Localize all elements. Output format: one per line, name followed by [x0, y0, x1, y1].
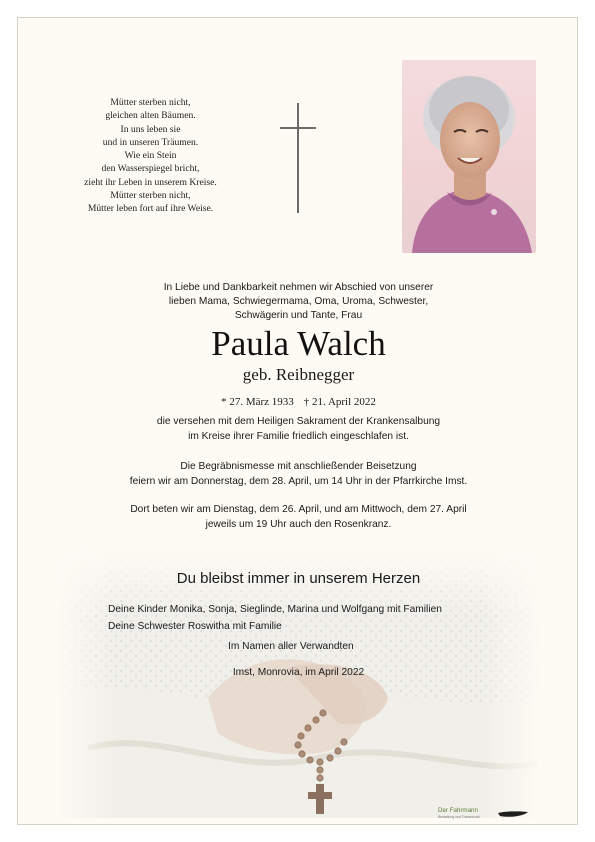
logo-name: Der Fahrmann — [438, 807, 478, 814]
portrait-photo — [402, 60, 536, 253]
poem-line: und in unseren Träumen. — [102, 136, 199, 148]
deceased-name: Paula Walch — [211, 324, 386, 363]
paragraph-line: die versehen mit dem Heiligen Sakrament der Krankensalbung — [156, 416, 441, 427]
funeral-home-logo — [438, 807, 480, 821]
poem — [58, 96, 243, 216]
poem-line: Wie ein Stein — [124, 150, 177, 162]
death-date: † 21. April 2022 — [303, 396, 376, 408]
paragraph-line: Die Begräbnismesse mit anschließender Beisetzung — [180, 461, 417, 472]
funeral-paragraph — [18, 460, 578, 489]
intro-line: Schwägerin und Tante, Frau — [234, 310, 363, 322]
poem-line: Mütter sterben nicht, — [110, 190, 191, 202]
place-date: Imst, Monrovia, im April 2022 — [232, 667, 365, 678]
portrait-illustration — [402, 60, 536, 253]
poem-line: den Wasserspiegel bricht, — [101, 163, 200, 175]
mourner-relatives: Im Namen aller Verwandten — [228, 641, 354, 652]
passing-paragraph — [18, 415, 578, 444]
birth-date: * 27. März 1933 — [221, 396, 294, 408]
motto: Du bleibst immer in unserem Herzen — [176, 570, 421, 587]
mourner-children: Deine Kinder Monika, Sonja, Sieglinde, Marina und Wolfgang mit Familien — [108, 604, 442, 615]
poem-line: Mütter leben fort auf ihre Weise. — [87, 203, 214, 215]
boat-icon — [498, 810, 528, 818]
intro-text — [18, 281, 578, 324]
poem-line: In uns leben sie — [120, 123, 181, 135]
paragraph-line: jeweils um 19 Uhr auch den Rosenkranz. — [205, 518, 392, 530]
poem-line: gleichen alten Bäumen. — [105, 110, 196, 122]
intro-line: In Liebe und Dankbarkeit nehmen wir Abschied von unserer — [163, 282, 434, 293]
logo-subtitle: Bestattung und Trauerdruck — [438, 815, 480, 819]
life-dates — [18, 395, 578, 409]
poem-line: Mütter sterben nicht, — [110, 97, 191, 108]
maiden-name: geb. Reibnegger — [242, 365, 355, 384]
intro-line: lieben Mama, Schwiegermama, Oma, Uroma, Schwester, — [168, 296, 429, 308]
cross-icon — [280, 103, 316, 213]
rosary-paragraph — [18, 503, 578, 532]
poem-line: zieht ihr Leben in unserem Kreise. — [84, 176, 217, 188]
paragraph-line: Dort beten wir am Dienstag, dem 26. April, und am Mittwoch, dem 27. April — [130, 504, 467, 515]
paragraph-line: im Kreise ihrer Familie friedlich eingeschlafen ist. — [188, 430, 409, 442]
paragraph-line: feiern wir am Donnerstag, dem 28. April, um 14 Uhr in der Pfarrkirche Imst. — [129, 475, 468, 487]
mourner-sister: Deine Schwester Roswitha mit Familie — [108, 621, 282, 632]
obituary-card — [17, 17, 578, 825]
